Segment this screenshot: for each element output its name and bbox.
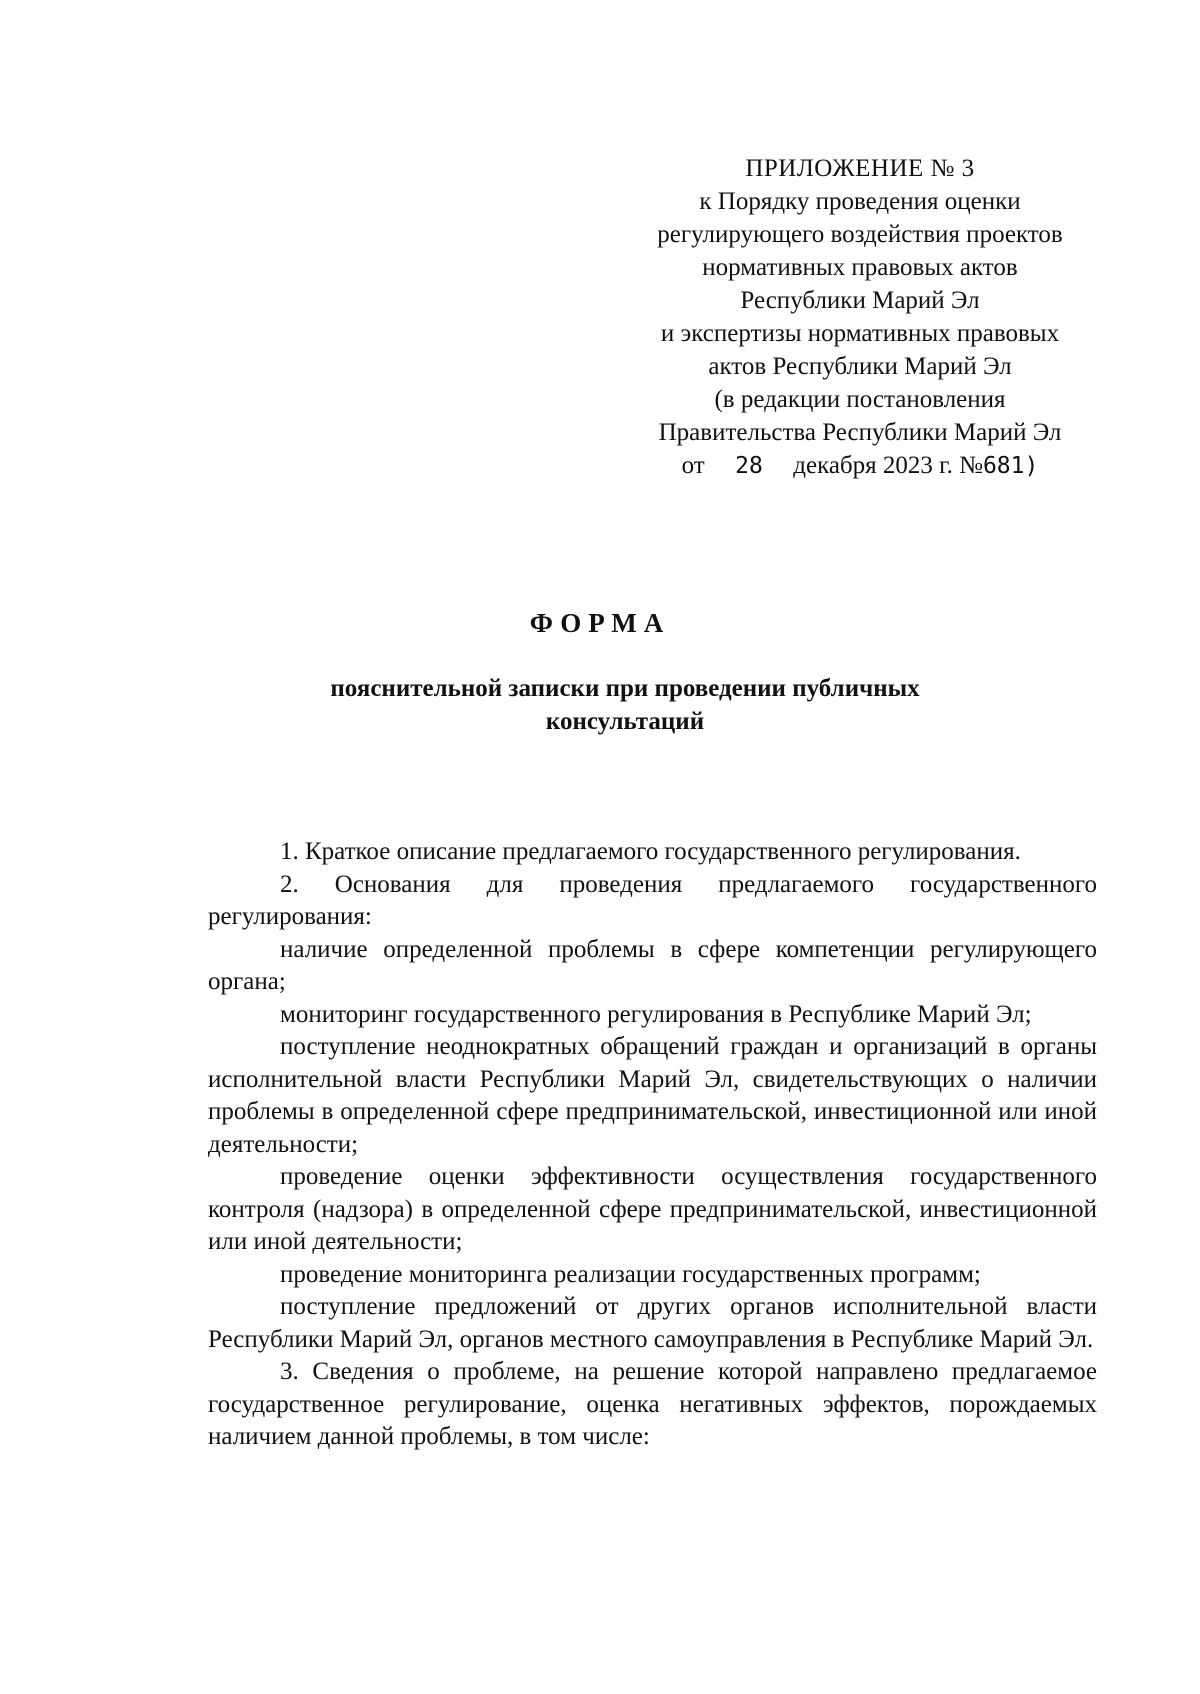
paragraph: поступление предложений от других органов исполнительной власти Республики Марий Эл, органов местного самоуправления в Республике Марий Эл. (208, 1293, 1097, 1353)
form-subheading-line: пояснительной записки при проведении публичных (330, 675, 920, 702)
appendix-line: актов Республики Марий Эл (708, 353, 1012, 380)
document-body (208, 836, 1097, 1454)
form-subheading (250, 672, 1000, 738)
appendix-line: (в редакции постановления (714, 386, 1006, 413)
paragraph: 1. Краткое описание предлагаемого государственного регулирования. (280, 838, 1021, 865)
closing-paren: ) (1024, 453, 1039, 479)
appendix-date-line (620, 449, 1100, 483)
date-month-year: декабря 2023 г. № (793, 452, 983, 479)
appendix-line: к Порядку проведения оценки (699, 188, 1021, 215)
appendix-line: регулирующего воздействия проектов (657, 221, 1063, 248)
appendix-line: и экспертизы нормативных правовых (660, 320, 1060, 347)
paragraph: 2. Основания для проведения предлагаемого государственного регулирования: (208, 870, 1097, 930)
form-heading: ФОРМА (529, 608, 671, 638)
paragraph: проведение оценки эффективности осуществления государственного контроля (надзора) в определенной сфере предпринимательской, инвестиционной или иной деятельности; (208, 1163, 1097, 1255)
paragraph: наличие определенной проблемы в сфере компетенции регулирующего органа; (208, 935, 1097, 995)
paragraph: 3. Сведения о проблеме, на решение которой направлено предлагаемое государственное регулирование, оценка негативных эффектов, порождаемых наличием данной проблемы, в том числе: (208, 1358, 1097, 1450)
appendix-header (620, 152, 1100, 483)
paragraph: мониторинг государственного регулирования в Республике Марий Эл; (280, 1000, 1032, 1028)
appendix-line: Республики Марий Эл (740, 287, 980, 314)
appendix-line: Правительства Республики Марий Эл (658, 419, 1062, 446)
form-subheading-line: консультаций (545, 708, 705, 735)
document-number: 681 (982, 453, 1025, 479)
date-day: 28 (735, 453, 763, 479)
paragraph: проведение мониторинга реализации государственных программ; (280, 1260, 981, 1288)
appendix-title: ПРИЛОЖЕНИЕ № 3 (745, 155, 975, 182)
appendix-line: нормативных правовых актов (702, 254, 1018, 281)
date-prefix: от (681, 452, 705, 479)
paragraph: поступление неоднократных обращений граждан и организаций в органы исполнительной власти Республики Марий Эл, свидетельствующих о наличии проблемы в определенной сфере предпринимательской, инвестиционной или иной деятельности; (208, 1033, 1097, 1158)
